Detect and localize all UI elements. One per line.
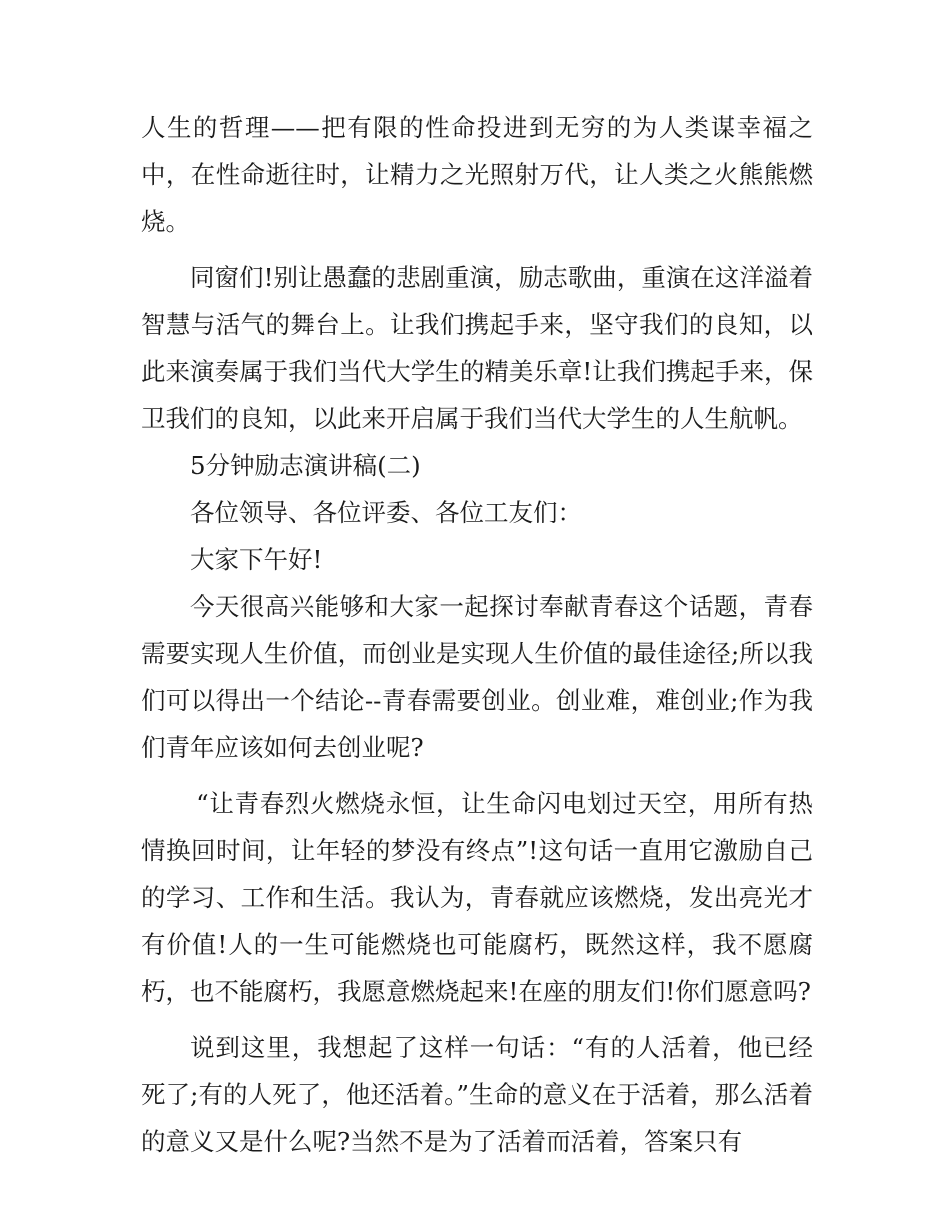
paragraph-2: 同窗们!别让愚蠢的悲剧重演，励志歌曲，重演在这洋溢着智慧与活气的舞台上。让我们携起手来，坚守我们的良知，以此来演奏属于我们当代大学生的精美乐章!让我们携起手来，保卫我们的良知，以此来开启属于我们当代大学生的人生航帆。 [141, 263, 813, 433]
greeting: 大家下午好! [190, 545, 323, 574]
document-page [141, 104, 813, 1165]
paragraph-6: 今天很高兴能够和大家一起探讨奉献青春这个话题，青春需要实现人生价值，而创业是实现人生价值的最佳途径;所以我们可以得出一个结论--青春需要创业。创业难，难创业;作为我们青年应该如何去创业呢? [141, 592, 813, 762]
salutation: 各位领导、各位评委、各位工友们： [190, 498, 582, 527]
paragraph-8: 说到这里，我想起了这样一句话：“有的人活着，他已经死了;有的人死了，他还活着。”生命的意义在于活着，那么活着的意义又是什么呢?当然不是为了活着而活着，答案只有 [141, 1033, 813, 1156]
paragraph-1: 人生的哲理——把有限的性命投进到无穷的为人类谋幸福之中，在性命逝往时，让精力之光照射万代，让人类之火熊熊燃烧。 [141, 113, 813, 236]
section-heading: 5分钟励志演讲稿(二) [190, 451, 421, 480]
paragraph-7: “让青春烈火燃烧永恒，让生命闪电划过天空，用所有热情换回时间，让年轻的梦没有终点”!这句话一直用它激励自己的学习、工作和生活。我认为，青春就应该燃烧，发出亮光才有价值!人的一生可能燃烧也可能腐朽，既然这样，我不愿腐朽，也不能腐朽，我愿意燃烧起来!在座的朋友们!你们愿意吗? [141, 789, 813, 1006]
